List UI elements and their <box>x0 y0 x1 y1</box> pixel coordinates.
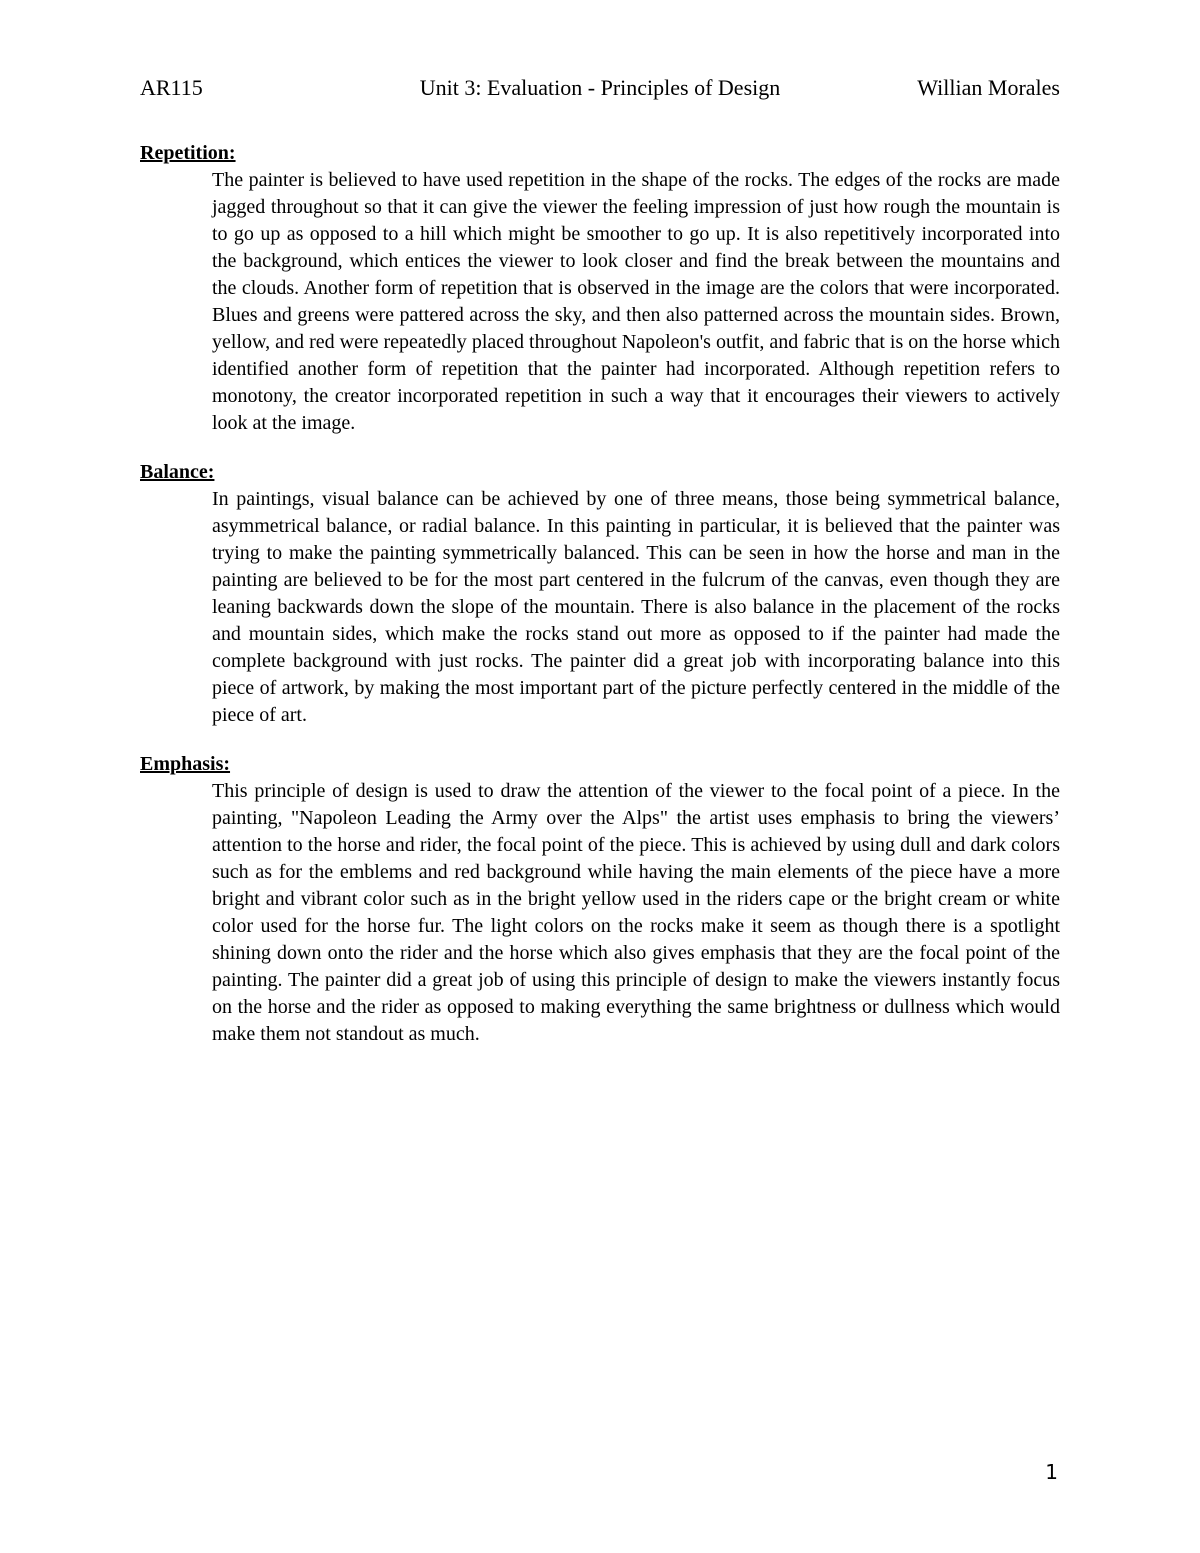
page-header <box>140 72 1060 104</box>
section-emphasis <box>140 751 1060 1048</box>
section-balance <box>140 459 1060 729</box>
page-number: 1 <box>1045 1460 1058 1484</box>
author-name: Willian Morales <box>917 75 1060 100</box>
section-heading: Emphasis: <box>140 753 231 775</box>
section-paragraph: In paintings, visual balance can be achieved by one of three means, those being symmetrical balance, asymmetrical balance, or radial balance. In this painting in particular, it is believed that the painter was trying to make the painting symmetrically balanced. This can be seen in how the horse and man in the painting are believed to be for the most part centered in the fulcrum of the canvas, even though they are leaning backwards down the slope of the mountain. There is also balance in the placement of the rocks and mountain sides, which make the rocks stand out more as opposed to if the painter had made the complete background with just rocks. The painter did a great job with incorporating balance into this piece of artwork, by making the most important part of the picture perfectly centered in the middle of the piece of art. <box>212 488 1060 726</box>
section-paragraph: The painter is believed to have used repetition in the shape of the rocks. The edges of the rocks are made jagged throughout so that it can give the viewer the feeling impression of just how rough the mountain is to go up as opposed to a hill which might be smoother to go up. It is also repetitively incorporated into the background, which entices the viewer to look closer and find the break between the mountains and the clouds. Another form of repetition that is observed in the image are the colors that were incorporated. Blues and greens were pattered across the sky, and then also patterned across the mountain sides. Brown, yellow, and red were repeatedly placed throughout Napoleon's outfit, and fabric that is on the horse which identified another form of repetition that the painter had incorporated. Although repetition refers to monotony, the creator incorporated repetition in such a way that it encourages their viewers to actively look at the image. <box>212 169 1060 434</box>
course-code: AR115 <box>140 75 203 100</box>
document-title: Unit 3: Evaluation - Principles of Design <box>419 75 781 100</box>
section-paragraph: This principle of design is used to draw the attention of the viewer to the focal point of a piece. In the painting, "Napoleon Leading the Army over the Alps" the artist uses emphasis to bring the viewers’ attention to the horse and rider, the focal point of the piece. This is achieved by using dull and dark colors such as for the emblems and red background while having the main elements of the piece have a more bright and vibrant color such as in the bright yellow used in the riders cape or the bright cream or white color used for the horse fur. The light colors on the rocks make it seem as though there is a spotlight shining down onto the rider and the horse which also gives emphasis that they are the focal point of the painting. The painter did a great job of using this principle of design to make the viewers instantly focus on the horse and the rider as opposed to making everything the same brightness or dullness which would make them not standout as much. <box>212 780 1060 1045</box>
section-repetition <box>140 140 1060 437</box>
document-body <box>140 140 1060 1070</box>
section-heading: Balance: <box>140 461 215 483</box>
section-heading: Repetition: <box>140 142 236 164</box>
